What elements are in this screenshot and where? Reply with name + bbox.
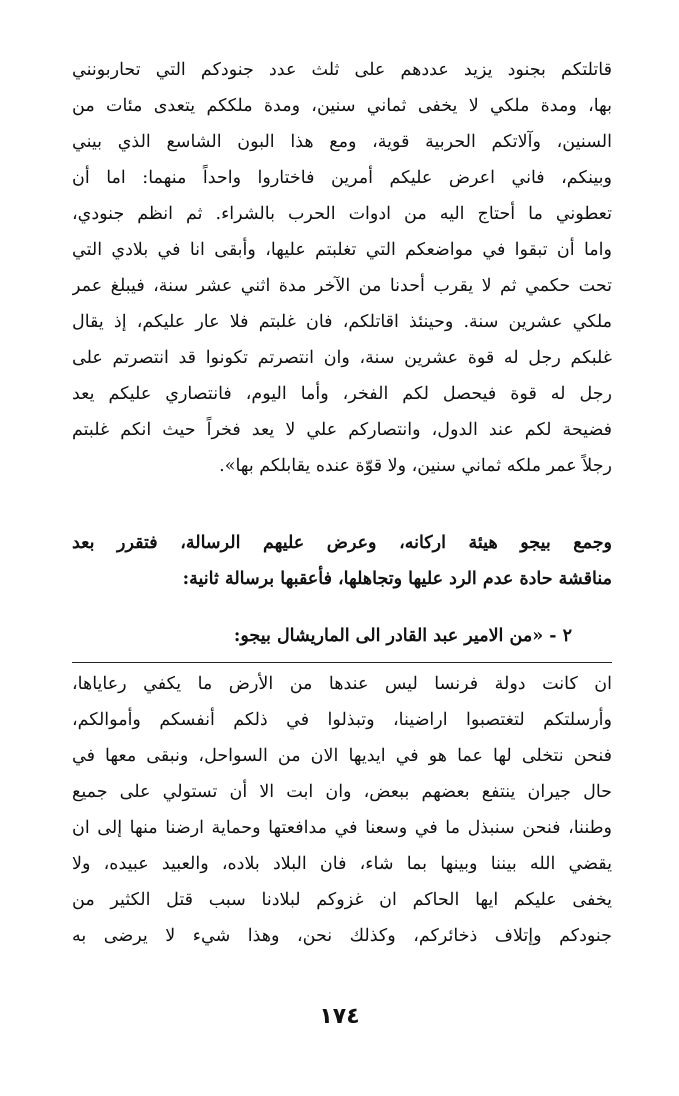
text-line: وبينكم، فاني اعرض عليكم أمرين فاختاروا واحداً منهما: اما أن [72, 168, 612, 188]
text-line: تعطوني ما أحتاج اليه من ادوات الحرب بالشراء. ثم انظم جنودي، [72, 204, 612, 224]
narration-line: وجمع بيجو هيئة اركانه، وعرض عليهم الرسالة، فتقرر بعد [72, 533, 612, 553]
text-line: غلبكم رجل له قوة عشرين سنة، وان انتصرتم تكونوا قد انتصرتم على [72, 348, 612, 368]
text-line: حال جيران ينتفع بعضهم ببعض، وان ابت الا أن تستولي على جميع [72, 782, 612, 802]
text-line: قاتلتكم بجنود يزيد عددهم على ثلث عدد جنودكم التي تحاربونني [72, 60, 612, 80]
text-line: جنودكم وإتلاف ذخائركم، وكذلك نحن، وهذا شيء لا يرضى به [72, 926, 612, 946]
text-line: فنحن نتخلى لها عما هو في ايديها الان من السواحل، ونبقى معها في [72, 746, 612, 766]
text-line: يخفى عليكم ايها الحاكم ان غزوكم لبلادنا سبب قتل الكثير من [72, 890, 612, 910]
text-line: ان كانت دولة فرنسا ليس عندها من الأرض ما يكفي رعاياها، [72, 674, 612, 694]
text-line: واما أن تبقوا في مواضعكم التي تغلبتم عليها، وأبقى انا في بلادي التي [72, 240, 612, 260]
text-line: ملكي عشرين سنة. وحينئذ اقاتلكم، فان غلبتم فلا عار عليكم، إذ يقال [72, 312, 612, 332]
text-line: تحت حكمي ثم لا يقرب أحدنا من الآخر مدة اثني عشر سنة، فيبلغ عمر [72, 276, 612, 296]
text-line: بها، ومدة ملكي لا يخفى ثماني سنين، ومدة ملككم يتعدى مئات من [72, 96, 612, 116]
text-line: يقضي الله بيننا وبينها بما شاء، فان البلاد بلاده، والعبيد عبيده، ولا [72, 854, 612, 874]
page-number: ١٧٤ [319, 1004, 360, 1029]
text-line: رجل له قوة فيحصل لكم الفخر، وأما اليوم، فانتصاري عليكم يعد [72, 384, 612, 404]
text-line: السنين، وآلاتكم الحربية قوية، ومع هذا البون الشاسع الذي بيني [72, 132, 612, 152]
divider-rule [72, 662, 612, 663]
text-line: رجلاً عمر ملكه ثماني سنين، ولا قوّة عنده يقابلكم بها». [219, 456, 612, 476]
letter-heading: ٢ - «من الامير عبد القادر الى الماريشال بيجو: [233, 626, 572, 646]
narration-line: مناقشة حادة عدم الرد عليها وتجاهلها، فأعقبها برسالة ثانية: [182, 569, 612, 589]
text-line: وطننا، فنحن سنبذل ما في وسعنا في مدافعتها وحماية ارضنا منها إلى ان [72, 818, 612, 838]
text-line: وأرسلتكم لتغتصبوا اراضينا، وتبذلوا في ذلكم أنفسكم وأموالكم، [72, 710, 612, 730]
text-line: فضيحة لكم عند الدول، وانتصاركم علي لا يعد فخراً حيث انكم غلبتم [72, 420, 612, 440]
